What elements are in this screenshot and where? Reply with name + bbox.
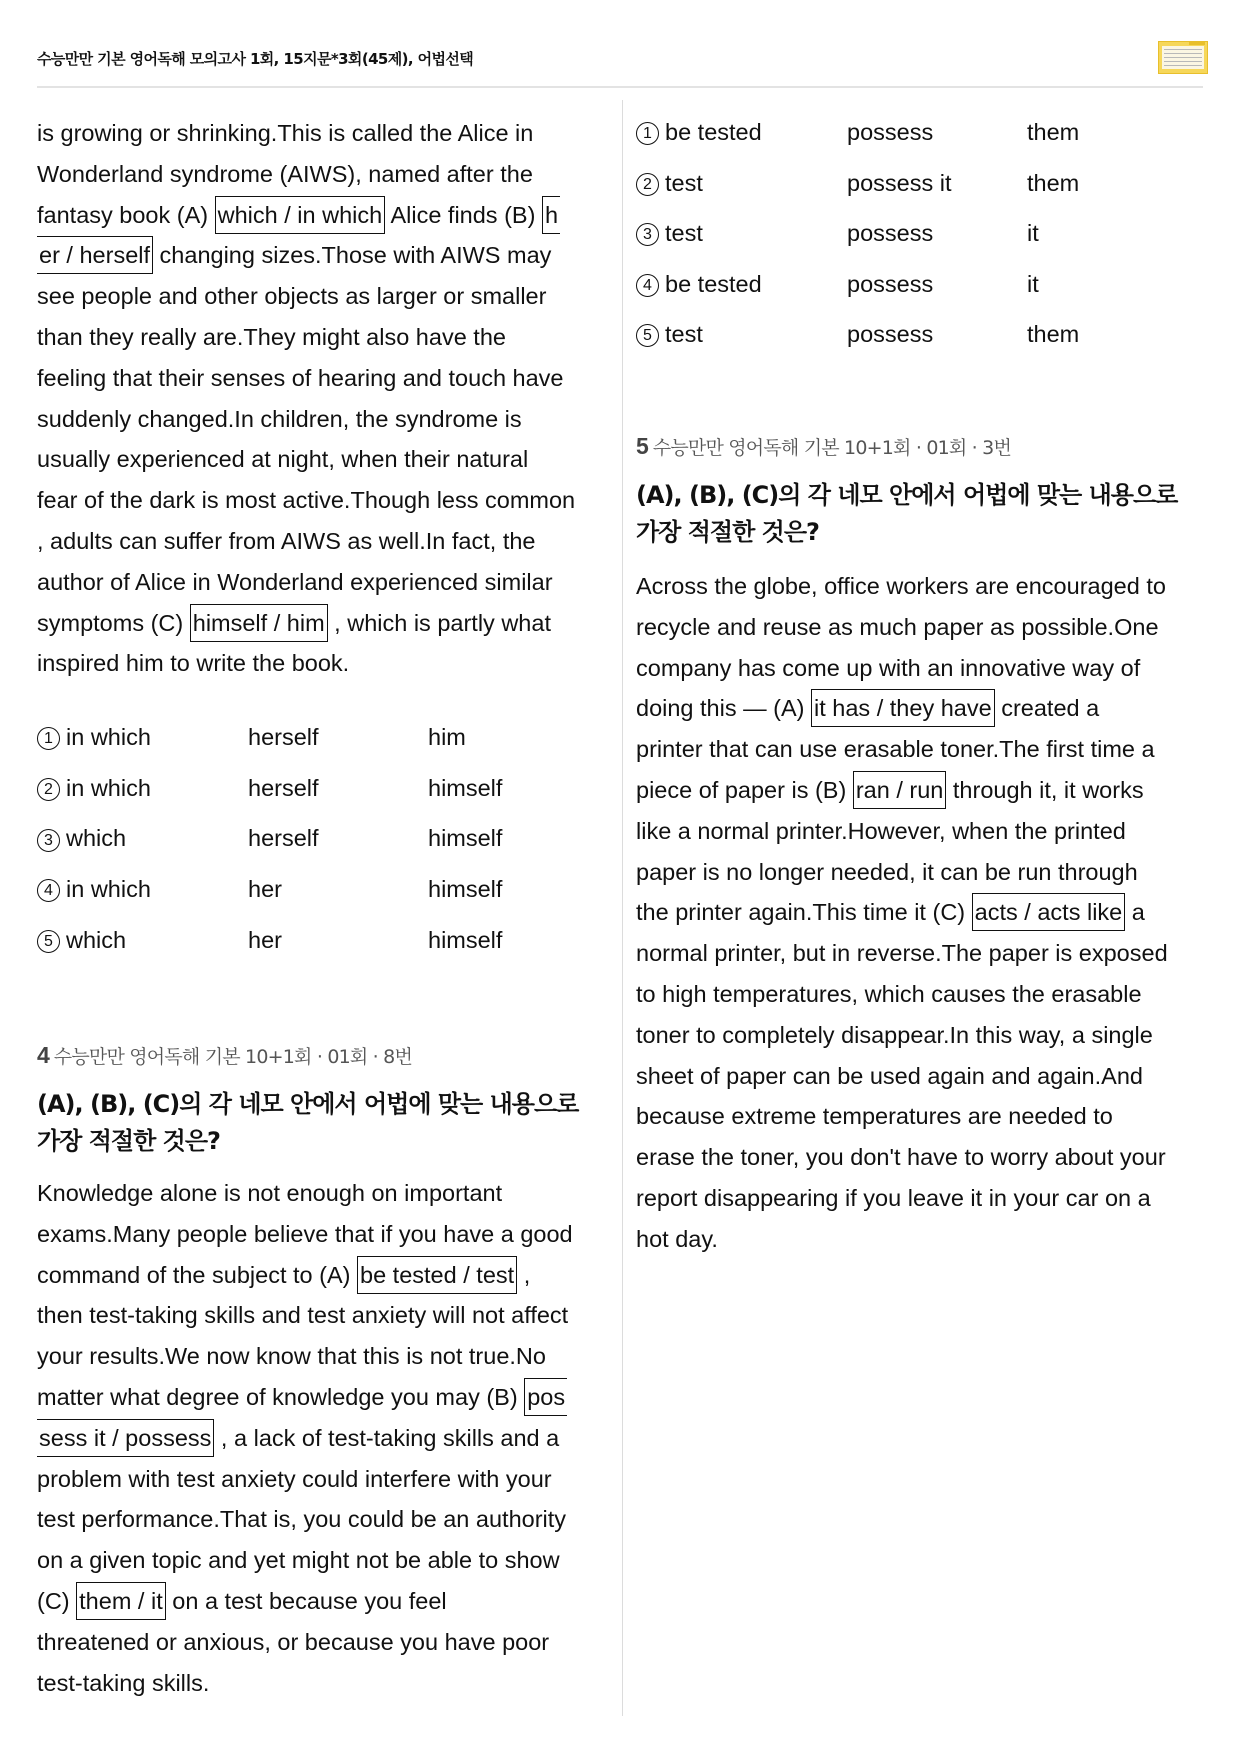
q5-prompt-line1: (A), (B), (C)의 각 네모 안에서 어법에 맞는 내용으로 bbox=[636, 481, 1178, 509]
passage-line bbox=[636, 688, 1208, 729]
option-c: them bbox=[1027, 119, 1080, 145]
passage-line bbox=[37, 358, 609, 399]
circled-number-icon: 4 bbox=[37, 879, 60, 902]
passage-line bbox=[37, 603, 609, 644]
option-c: himself bbox=[428, 825, 503, 852]
passage-text: matter what degree of knowledge you may (B) bbox=[37, 1383, 525, 1410]
passage-text: Across the globe, office workers are encouraged to bbox=[636, 573, 1166, 599]
circled-number-icon: 4 bbox=[636, 274, 659, 297]
answer-option-3[interactable] bbox=[37, 823, 597, 853]
circled-number-icon: 1 bbox=[636, 122, 659, 145]
option-c: him bbox=[428, 724, 466, 750]
option-a-cell bbox=[37, 773, 151, 803]
passage-text: doing this — (A) bbox=[636, 695, 812, 722]
q4-source-text: 수능만만 영어독해 기본 10+1회 · 01회 · 8번 bbox=[53, 1046, 413, 1068]
passage-text: recycle and reuse as much paper as possible.One bbox=[636, 613, 1159, 640]
circled-number-icon: 2 bbox=[37, 778, 60, 801]
passage-line bbox=[37, 1581, 609, 1622]
passage-line bbox=[37, 317, 609, 358]
q4-number: 4 bbox=[37, 1042, 50, 1068]
option-a-cell bbox=[636, 218, 703, 248]
passage-line bbox=[636, 729, 1208, 770]
option-b: possess bbox=[847, 321, 934, 347]
option-c: them bbox=[1027, 321, 1080, 347]
passage-line bbox=[636, 1015, 1208, 1056]
passage-text: company has come up with an innovative way of bbox=[636, 654, 1141, 681]
passage-line bbox=[37, 1622, 609, 1663]
answer-option-2[interactable] bbox=[636, 168, 1196, 198]
circled-number-icon: 3 bbox=[636, 223, 659, 246]
answer-option-1[interactable] bbox=[636, 117, 1196, 147]
answer-option-2[interactable] bbox=[37, 773, 597, 803]
option-b: possess it bbox=[847, 169, 952, 196]
passage-line bbox=[37, 521, 609, 562]
passage-line bbox=[37, 1336, 609, 1377]
passage-text: created a bbox=[994, 695, 1100, 722]
q5-passage bbox=[636, 566, 1208, 1260]
passage-line bbox=[37, 439, 609, 480]
grammar-choice-box: which / in which bbox=[215, 196, 386, 234]
passage-line bbox=[37, 562, 609, 603]
passage-line bbox=[37, 1418, 609, 1459]
q4-passage bbox=[37, 1173, 609, 1703]
option-b: possess bbox=[847, 270, 934, 297]
passage-text: , a lack of test-taking skills and a bbox=[214, 1424, 560, 1451]
q5-number: 5 bbox=[636, 433, 649, 459]
passage-text: a bbox=[1125, 899, 1145, 926]
passage-text: author of Alice in Wonderland experienced similar bbox=[37, 568, 553, 595]
option-b: her bbox=[248, 926, 282, 953]
option-a: in which bbox=[66, 774, 151, 801]
answer-option-3[interactable] bbox=[636, 218, 1196, 248]
passage-text: on a given topic and yet might not be able to show bbox=[37, 1547, 560, 1574]
option-b: her bbox=[248, 876, 282, 903]
passage-line bbox=[37, 480, 609, 521]
grammar-choice-box: er / herself bbox=[37, 236, 153, 274]
option-a: test bbox=[665, 220, 703, 246]
option-a-cell bbox=[636, 168, 703, 198]
passage-line bbox=[37, 1663, 609, 1704]
passage-text: is growing or shrinking.This is called the Alice in bbox=[37, 120, 534, 146]
worksheet-title: 수능만만 기본 영어독해 모의고사 1회, 15지문*3회(45제), 어법선택 bbox=[37, 50, 474, 68]
q5-source bbox=[636, 433, 1011, 460]
option-a-cell bbox=[37, 925, 126, 955]
option-b: herself bbox=[248, 724, 319, 750]
passage-line bbox=[636, 607, 1208, 648]
passage-text: problem with test anxiety could interfere with your bbox=[37, 1465, 552, 1492]
passage-line bbox=[37, 643, 609, 684]
option-a-cell bbox=[636, 269, 762, 299]
passage-line bbox=[636, 770, 1208, 811]
passage-text: usually experienced at night, when their natural bbox=[37, 446, 529, 473]
passage-line bbox=[636, 1056, 1208, 1097]
passage-text: symptoms (C) bbox=[37, 609, 190, 636]
passage-line bbox=[37, 399, 609, 440]
passage-line bbox=[636, 1137, 1208, 1178]
thumbnail-tab bbox=[1189, 41, 1205, 45]
passage-line bbox=[37, 276, 609, 317]
passage-text: toner to completely disappear.In this way, a single bbox=[636, 1021, 1153, 1048]
option-a: test bbox=[665, 169, 703, 196]
passage-line bbox=[37, 1377, 609, 1418]
grammar-choice-box: acts / acts like bbox=[972, 893, 1126, 931]
passage-text: piece of paper is (B) bbox=[636, 776, 853, 803]
passage-text: on a test because you feel bbox=[165, 1587, 447, 1614]
passage-text: printer that can use erasable toner.The first time a bbox=[636, 736, 1155, 763]
passage-line bbox=[636, 933, 1208, 974]
passage-text: , bbox=[517, 1261, 531, 1288]
passage-text: sheet of paper can be used again and again.And bbox=[636, 1062, 1143, 1089]
passage-text: through it, it works bbox=[946, 776, 1144, 803]
passage-line bbox=[37, 235, 609, 276]
column-divider bbox=[622, 100, 623, 1716]
circled-number-icon: 3 bbox=[37, 829, 60, 852]
q4-prompt bbox=[37, 1086, 578, 1160]
answer-option-5[interactable] bbox=[636, 319, 1196, 349]
passage-line bbox=[37, 1173, 609, 1214]
grammar-choice-box: it has / they have bbox=[811, 689, 995, 727]
option-a-cell bbox=[37, 823, 126, 853]
option-b: herself bbox=[248, 825, 319, 852]
passage-line bbox=[37, 195, 609, 236]
option-a-cell bbox=[37, 722, 151, 752]
q4-prompt-line2: 가장 적절한 것은? bbox=[37, 1127, 220, 1155]
option-a: in which bbox=[66, 876, 151, 903]
passage-line bbox=[37, 1540, 609, 1581]
option-c: himself bbox=[428, 876, 503, 903]
q5-prompt bbox=[636, 477, 1177, 551]
passage-line bbox=[37, 1214, 609, 1255]
passage-text: feeling that their senses of hearing and touch have bbox=[37, 364, 564, 391]
passage-line bbox=[37, 113, 609, 154]
passage-line bbox=[37, 1295, 609, 1336]
passage-line bbox=[37, 1459, 609, 1500]
passage-line bbox=[37, 154, 609, 195]
option-b: possess bbox=[847, 220, 934, 246]
passage-text: test performance.That is, you could be an authority bbox=[37, 1506, 567, 1533]
passage-text: then test-taking skills and test anxiety will not affect bbox=[37, 1302, 569, 1329]
passage-text: Wonderland syndrome (AIWS), named after the bbox=[37, 160, 533, 187]
option-a: test bbox=[665, 321, 703, 347]
passage-line bbox=[37, 1499, 609, 1540]
passage-line bbox=[636, 811, 1208, 852]
passage-line bbox=[636, 852, 1208, 893]
passage-text: fantasy book (A) bbox=[37, 201, 215, 228]
passage-text: fear of the dark is most active.Though less common bbox=[37, 487, 576, 514]
passage-text: inspired him to write the book. bbox=[37, 650, 350, 677]
option-c: himself bbox=[428, 926, 503, 953]
option-a: be tested bbox=[665, 119, 762, 145]
passage-line bbox=[636, 892, 1208, 933]
passage-text: the printer again.This time it (C) bbox=[636, 899, 972, 926]
answer-option-1[interactable] bbox=[37, 722, 597, 752]
option-a: in which bbox=[66, 724, 151, 750]
passage-text: test-taking skills. bbox=[37, 1669, 210, 1696]
grammar-choice-box: h bbox=[542, 196, 560, 234]
passage-text: because extreme temperatures are needed to bbox=[636, 1103, 1113, 1130]
q4-prompt-line1: (A), (B), (C)의 각 네모 안에서 어법에 맞는 내용으로 bbox=[37, 1090, 579, 1118]
passage-text: exams.Many people believe that if you have a good bbox=[37, 1220, 573, 1247]
option-a-cell bbox=[636, 117, 762, 147]
passage-text: (C) bbox=[37, 1587, 77, 1614]
passage-text: report disappearing if you leave it in your car on a bbox=[636, 1184, 1151, 1211]
option-a: which bbox=[66, 825, 127, 852]
passage-text: like a normal printer.However, when the printed bbox=[636, 817, 1126, 844]
option-c: them bbox=[1027, 169, 1080, 196]
option-a: be tested bbox=[665, 270, 762, 297]
q4-source bbox=[37, 1042, 412, 1069]
passage-line bbox=[37, 1255, 609, 1296]
grammar-choice-box: them / it bbox=[76, 1582, 166, 1620]
worksheet-thumbnail-icon bbox=[1158, 41, 1208, 74]
passage-text: paper is no longer needed, it can be run through bbox=[636, 858, 1138, 885]
passage-text: than they really are.They might also have the bbox=[37, 323, 506, 350]
passage-line bbox=[636, 648, 1208, 689]
answer-option-5[interactable] bbox=[37, 925, 597, 955]
passage-text: , adults can suffer from AIWS as well.In fact, the bbox=[37, 527, 536, 554]
option-b: herself bbox=[248, 774, 319, 801]
option-c: it bbox=[1027, 270, 1039, 297]
passage-text: to high temperatures, which causes the erasable bbox=[636, 980, 1142, 1007]
grammar-choice-box: sess it / possess bbox=[37, 1419, 214, 1457]
q5-prompt-line2: 가장 적절한 것은? bbox=[636, 518, 819, 546]
passage-text: your results.We now know that this is not true.No bbox=[37, 1343, 546, 1370]
option-c: it bbox=[1027, 220, 1039, 246]
header-divider bbox=[37, 86, 1203, 88]
passage-text: erase the toner, you don't have to worry about your bbox=[636, 1144, 1166, 1171]
passage-text: see people and other objects as larger or smaller bbox=[37, 283, 547, 310]
passage-line bbox=[636, 1219, 1208, 1260]
option-a-cell bbox=[37, 874, 151, 904]
passage-text: Knowledge alone is not enough on important bbox=[37, 1180, 503, 1206]
q5-source-text: 수능만만 영어독해 기본 10+1회 · 01회 · 3번 bbox=[652, 437, 1012, 459]
passage-line bbox=[636, 1096, 1208, 1137]
passage-text: Alice finds (B) bbox=[385, 201, 542, 228]
passage-line bbox=[636, 566, 1208, 607]
circled-number-icon: 5 bbox=[37, 930, 60, 953]
grammar-choice-box: pos bbox=[524, 1378, 567, 1416]
q3-passage bbox=[37, 113, 609, 684]
circled-number-icon: 5 bbox=[636, 324, 659, 347]
option-a: which bbox=[66, 926, 127, 953]
grammar-choice-box: be tested / test bbox=[357, 1256, 517, 1294]
passage-line bbox=[636, 974, 1208, 1015]
passage-text: command of the subject to (A) bbox=[37, 1261, 358, 1288]
answer-option-4[interactable] bbox=[636, 269, 1196, 299]
option-b: possess bbox=[847, 119, 934, 145]
option-a-cell bbox=[636, 319, 703, 349]
passage-text: hot day. bbox=[636, 1225, 718, 1252]
answer-option-4[interactable] bbox=[37, 874, 597, 904]
passage-text: changing sizes.Those with AIWS may bbox=[153, 242, 552, 269]
grammar-choice-box: ran / run bbox=[853, 771, 947, 809]
circled-number-icon: 2 bbox=[636, 173, 659, 196]
passage-text: , which is partly what bbox=[327, 609, 551, 636]
passage-text: suddenly changed.In children, the syndrome is bbox=[37, 405, 522, 432]
circled-number-icon: 1 bbox=[37, 727, 60, 750]
option-c: himself bbox=[428, 774, 503, 801]
passage-text: normal printer, but in reverse.The paper is exposed bbox=[636, 940, 1168, 967]
passage-text: threatened or anxious, or because you have poor bbox=[37, 1628, 550, 1655]
thumbnail-body bbox=[1162, 46, 1204, 69]
passage-line bbox=[636, 1178, 1208, 1219]
grammar-choice-box: himself / him bbox=[190, 604, 328, 642]
